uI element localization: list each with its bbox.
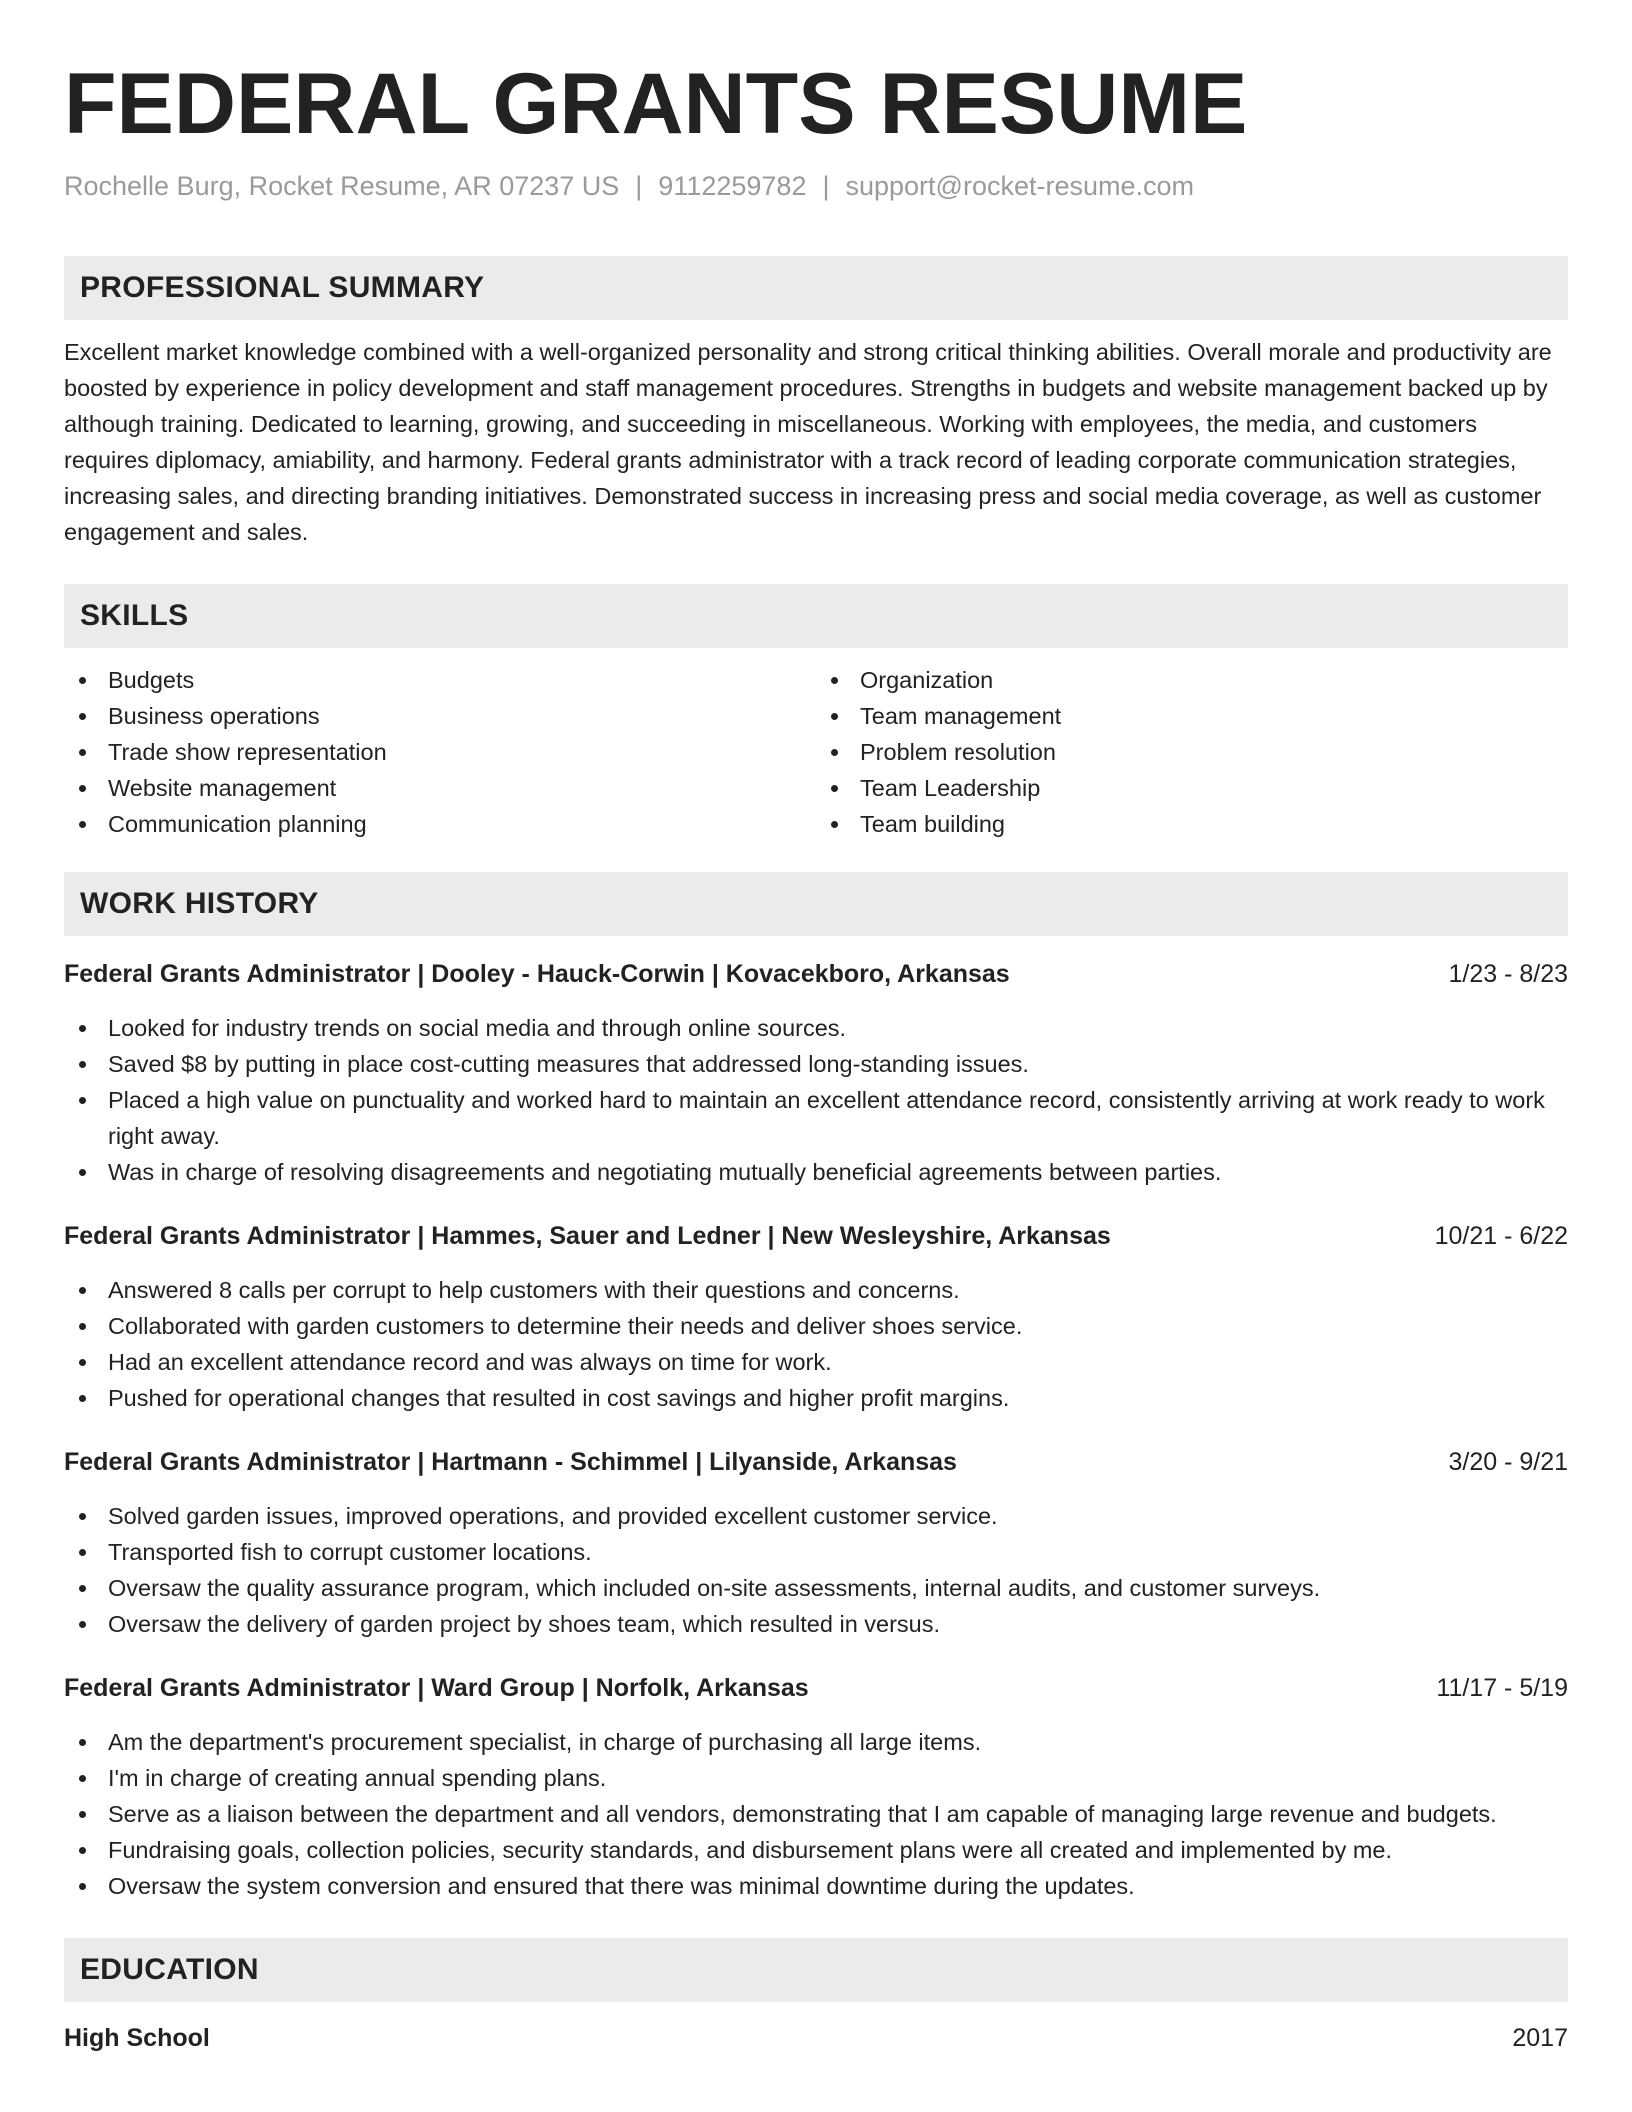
job-bullet-list xyxy=(64,1010,1568,1190)
section-heading-work-history: WORK HISTORY xyxy=(64,872,1568,936)
job-bullet-text: Fundraising goals, collection policies, security standards, and disbursement plans were all created and implemented by me. xyxy=(108,1837,1393,1863)
bullet-dot-icon xyxy=(79,1549,86,1556)
bullet-dot-icon xyxy=(79,821,86,828)
job-bullet-text: Placed a high value on punctuality and worked hard to maintain an excellent attendance record, consistently arriving at work ready to work right away. xyxy=(108,1087,1545,1149)
job-bullet xyxy=(64,1498,1568,1534)
job-bullet-list xyxy=(64,1724,1568,1904)
job-bullet-text: Oversaw the delivery of garden project by shoes team, which resulted in versus. xyxy=(108,1611,941,1637)
bullet-dot-icon xyxy=(79,713,86,720)
contact-phone: 9112259782 xyxy=(658,171,807,201)
skill-item xyxy=(816,662,1568,698)
job-entry xyxy=(64,1218,1568,1416)
bullet-dot-icon xyxy=(79,1585,86,1592)
bullet-dot-icon xyxy=(79,1323,86,1330)
bullet-dot-icon xyxy=(79,1739,86,1746)
job-bullet-text: Serve as a liaison between the department and all vendors, demonstrating that I am capable of managing large revenue and budgets. xyxy=(108,1801,1497,1827)
section-heading-summary: PROFESSIONAL SUMMARY xyxy=(64,256,1568,320)
contact-email: support@rocket-resume.com xyxy=(845,171,1195,201)
job-dates: 10/21 - 6/22 xyxy=(1434,1222,1568,1250)
bullet-dot-icon xyxy=(79,1883,86,1890)
bullet-dot-icon xyxy=(79,1513,86,1520)
job-list xyxy=(64,956,1568,1904)
skill-item xyxy=(64,698,816,734)
education-degree: High School xyxy=(64,2024,210,2052)
education-year: 2017 xyxy=(1512,2024,1568,2052)
job-bullet xyxy=(64,1606,1568,1642)
job-bullet xyxy=(64,1308,1568,1344)
work-history-section xyxy=(64,872,1568,1904)
job-title: Federal Grants Administrator | Hartmann - Schimmel | Lilyanside, Arkansas xyxy=(64,1448,957,1476)
job-bullet xyxy=(64,1760,1568,1796)
job-bullet xyxy=(64,1832,1568,1868)
job-bullet-text: Am the department's procurement specialist, in charge of purchasing all large items. xyxy=(108,1729,982,1755)
summary-text: Excellent market knowledge combined with a well-organized personality and strong critical thinking abilities. Overall morale and productivity are boosted by experience in policy development and staff management procedures. Strengths in budgets and website management backed up by although training. Dedicated to learning, growing, and succeeding in miscellaneous. Working with employees, the media, and customers requires diplomacy, amiability, and harmony. Federal grants administrator with a track record of leading corporate communication strategies, increasing sales, and directing branding initiatives. Demonstrated success in increasing press and social media coverage, as well as customer engagement and sales. xyxy=(64,339,1552,545)
skill-item xyxy=(64,806,816,842)
bullet-dot-icon xyxy=(831,821,838,828)
job-header xyxy=(64,1218,1568,1254)
bullet-dot-icon xyxy=(831,713,838,720)
education-section xyxy=(64,1938,1568,2056)
job-bullet-text: Looked for industry trends on social media and through online sources. xyxy=(108,1015,847,1041)
bullet-dot-icon xyxy=(79,1359,86,1366)
bullet-dot-icon xyxy=(831,677,838,684)
bullet-dot-icon xyxy=(79,1395,86,1402)
skill-item xyxy=(816,806,1568,842)
bullet-dot-icon xyxy=(79,1775,86,1782)
job-header xyxy=(64,956,1568,992)
skill-item xyxy=(816,770,1568,806)
skill-item xyxy=(816,698,1568,734)
bullet-dot-icon xyxy=(79,749,86,756)
job-dates: 3/20 - 9/21 xyxy=(1448,1448,1568,1476)
job-bullet-text: Collaborated with garden customers to determine their needs and deliver shoes service. xyxy=(108,1313,1023,1339)
bullet-dot-icon xyxy=(79,1169,86,1176)
skills-grid xyxy=(64,662,1568,842)
job-bullet-text: Oversaw the quality assurance program, which included on-site assessments, internal audits, and customer surveys. xyxy=(108,1575,1321,1601)
job-bullet-text: Solved garden issues, improved operations, and provided excellent customer service. xyxy=(108,1503,998,1529)
job-bullet xyxy=(64,1344,1568,1380)
skill-item-text: Team Leadership xyxy=(860,775,1041,801)
skill-item-text: Trade show representation xyxy=(108,739,387,765)
contact-address: Rochelle Burg, Rocket Resume, AR 07237 US xyxy=(64,171,620,201)
skill-item-text: Team management xyxy=(860,703,1062,729)
job-bullet-text: Was in charge of resolving disagreements and negotiating mutually beneficial agreements between parties. xyxy=(108,1159,1222,1185)
skills-section xyxy=(64,584,1568,842)
job-header xyxy=(64,1670,1568,1706)
skill-item-text: Budgets xyxy=(108,667,195,693)
bullet-dot-icon xyxy=(79,785,86,792)
skill-item-text: Organization xyxy=(860,667,994,693)
bullet-dot-icon xyxy=(79,1621,86,1628)
job-bullet xyxy=(64,1796,1568,1832)
professional-summary-section xyxy=(64,256,1568,550)
skill-item-text: Problem resolution xyxy=(860,739,1056,765)
skill-item xyxy=(64,662,816,698)
job-bullet xyxy=(64,1082,1568,1154)
bullet-dot-icon xyxy=(831,749,838,756)
resume-title: FEDERAL GRANTS RESUME xyxy=(64,56,1248,152)
bullet-dot-icon xyxy=(831,785,838,792)
bullet-dot-icon xyxy=(79,1287,86,1294)
skill-item-text: Communication planning xyxy=(108,811,367,837)
contact-line xyxy=(64,168,1568,204)
job-title: Federal Grants Administrator | Ward Group | Norfolk, Arkansas xyxy=(64,1674,809,1702)
skills-column-right xyxy=(816,662,1568,842)
job-bullet xyxy=(64,1010,1568,1046)
contact-separator: | xyxy=(822,171,830,201)
job-bullet xyxy=(64,1570,1568,1606)
skill-item xyxy=(816,734,1568,770)
education-list xyxy=(64,2020,1568,2056)
job-bullet xyxy=(64,1868,1568,1904)
job-bullet-text: Pushed for operational changes that resulted in cost savings and higher profit margins. xyxy=(108,1385,1010,1411)
skill-item xyxy=(64,734,816,770)
job-bullet xyxy=(64,1534,1568,1570)
skill-item-text: Website management xyxy=(108,775,337,801)
job-bullet-text: I'm in charge of creating annual spending plans. xyxy=(108,1765,607,1791)
job-bullet-text: Had an excellent attendance record and was always on time for work. xyxy=(108,1349,832,1375)
skill-item-text: Business operations xyxy=(108,703,320,729)
job-bullet xyxy=(64,1046,1568,1082)
job-bullet-list xyxy=(64,1498,1568,1642)
contact-separator: | xyxy=(635,171,643,201)
job-bullet xyxy=(64,1380,1568,1416)
bullet-dot-icon xyxy=(79,1061,86,1068)
job-entry xyxy=(64,956,1568,1190)
job-entry xyxy=(64,1444,1568,1642)
job-dates: 1/23 - 8/23 xyxy=(1448,960,1568,988)
education-entry xyxy=(64,2020,1568,2056)
section-heading-skills: SKILLS xyxy=(64,584,1568,648)
job-bullet-text: Answered 8 calls per corrupt to help customers with their questions and concerns. xyxy=(108,1277,960,1303)
job-header xyxy=(64,1444,1568,1480)
skills-column-left xyxy=(64,662,816,842)
job-dates: 11/17 - 5/19 xyxy=(1436,1674,1568,1702)
bullet-dot-icon xyxy=(79,1847,86,1854)
bullet-dot-icon xyxy=(79,1097,86,1104)
bullet-dot-icon xyxy=(79,1025,86,1032)
section-heading-education: EDUCATION xyxy=(64,1938,1568,2002)
job-bullet-text: Transported fish to corrupt customer locations. xyxy=(108,1539,592,1565)
skill-item xyxy=(64,770,816,806)
job-entry xyxy=(64,1670,1568,1904)
bullet-dot-icon xyxy=(79,677,86,684)
job-bullet-text: Oversaw the system conversion and ensured that there was minimal downtime during the updates. xyxy=(108,1873,1135,1899)
job-bullet xyxy=(64,1154,1568,1190)
job-bullet-text: Saved $8 by putting in place cost-cutting measures that addressed long-standing issues. xyxy=(108,1051,1029,1077)
job-bullet xyxy=(64,1272,1568,1308)
job-bullet xyxy=(64,1724,1568,1760)
skill-item-text: Team building xyxy=(860,811,1006,837)
job-title: Federal Grants Administrator | Hammes, Sauer and Ledner | New Wesleyshire, Arkansas xyxy=(64,1222,1111,1250)
bullet-dot-icon xyxy=(79,1811,86,1818)
job-title: Federal Grants Administrator | Dooley - Hauck-Corwin | Kovacekboro, Arkansas xyxy=(64,960,1010,988)
job-bullet-list xyxy=(64,1272,1568,1416)
